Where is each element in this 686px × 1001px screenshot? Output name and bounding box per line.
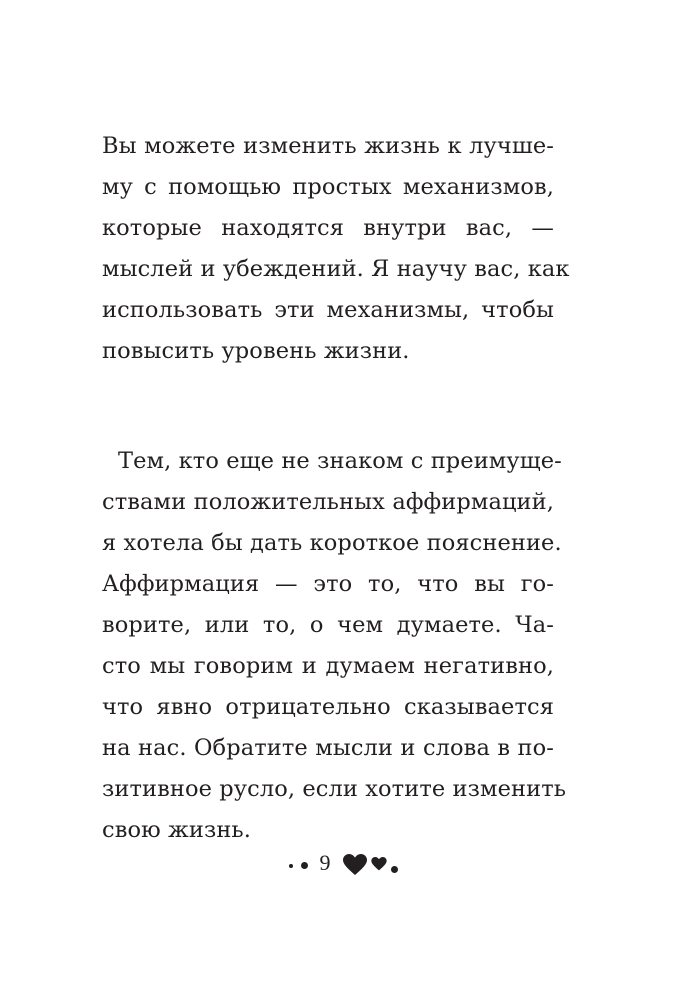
text-line: му с помощью простых механизмов, [102, 174, 554, 200]
text-line: использовать эти механизмы, чтобы [102, 297, 554, 323]
dot-icon [301, 862, 308, 869]
text-line: зитивное русло, если хотите изменить [102, 776, 567, 802]
paragraph-2 [102, 441, 567, 851]
dot-icon [391, 866, 398, 873]
text-line: Аффирмация — это то, что вы го- [102, 571, 554, 597]
small-dot-icon [289, 864, 293, 868]
small-heart-icon [371, 857, 387, 871]
text-line: повысить уровень жизни. [102, 338, 410, 364]
text-line: ствами положительных аффирмаций, [102, 489, 554, 515]
text-line: на нас. Обратите мысли и слова в по- [102, 735, 554, 761]
page-footer [0, 848, 686, 878]
text-line: которые находятся внутри вас, — [102, 215, 554, 241]
paragraph-1 [102, 126, 570, 372]
page-number: 9 [319, 850, 331, 875]
text-line: я хотела бы дать короткое пояснение. [102, 530, 562, 556]
text-line: ворите, или то, о чем думаете. Ча- [102, 612, 554, 638]
folio-ornament [289, 848, 398, 878]
text-line: Вы можете изменить жизнь к лучше- [102, 133, 554, 159]
large-heart-icon [343, 854, 367, 876]
text-line: Тем, кто еще не знаком с преимуще- [118, 448, 562, 474]
text-line: свою жизнь. [102, 817, 252, 843]
text-line: сто мы говорим и думаем негативно, [102, 653, 554, 679]
text-line: мыслей и убеждений. Я научу вас, как [102, 256, 570, 282]
text-line: что явно отрицательно сказывается [102, 694, 554, 720]
